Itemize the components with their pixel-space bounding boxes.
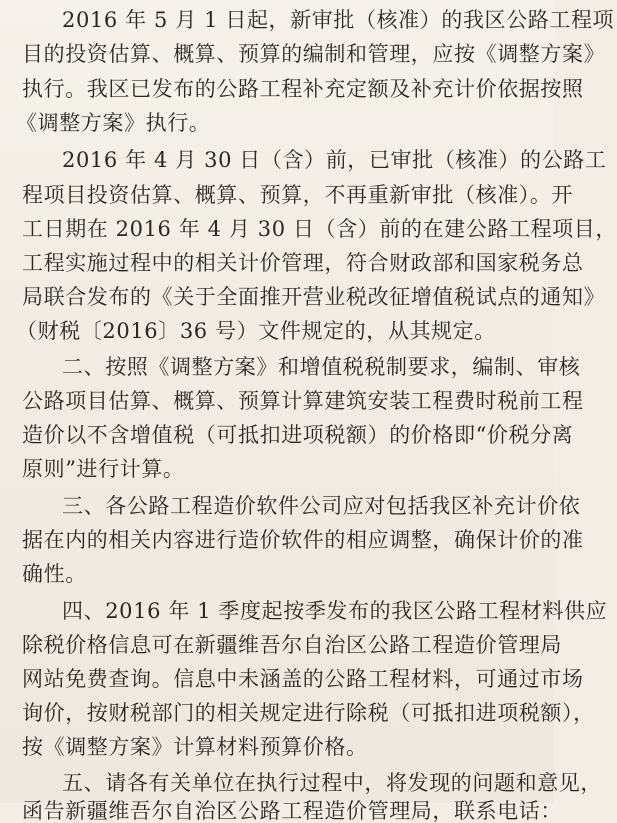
text-line: 确性。 — [22, 562, 87, 586]
text-line: 执行。我区已发布的公路工程补充定额及补充计价依据按照 — [22, 77, 584, 101]
text-line: 函告新疆维吾尔自治区公路工程造价管理局，联系电话： — [22, 799, 562, 823]
text-line: 目的投资估算、概算、预算的编制和管理，应按《调整方案》 — [22, 42, 606, 66]
text-line: 四、2016 年 1 季度起按季发布的我区公路工程材料供应 — [62, 599, 608, 623]
text-line: 公路项目估算、概算、预算计算建筑安装工程费时税前工程 — [22, 389, 584, 413]
text-line: 2016 年 5 月 1 日起，新审批（核准）的我区公路工程项 — [62, 8, 615, 32]
text-line: 网站免费查询。信息中未涵盖的公路工程材料，可通过市场 — [22, 667, 584, 691]
text-line: 原则”进行计算。 — [22, 457, 185, 481]
text-line: 工日期在 2016 年 4 月 30 日（含）前的在建公路工程项目， — [22, 217, 617, 241]
text-line: 程项目投资估算、概算、预算，不再重新审批（核准）。开 — [22, 183, 574, 207]
text-line: （财税〔2016〕36 号）文件规定的，从其规定。 — [16, 319, 496, 343]
text-line: 五、请各有关单位在执行过程中，将发现的问题和意见， — [62, 771, 602, 795]
text-line: 三、各公路工程造价软件公司应对包括我区补充计价依 — [62, 494, 581, 518]
text-line: 按《调整方案》计算材料预算价格。 — [22, 735, 368, 759]
text-line: 2016 年 4 月 30 日（含）前，已审批（核准）的公路工 — [62, 148, 607, 172]
text-line: 《调整方案》执行。 — [16, 111, 211, 135]
text-line: 据在内的相关内容进行造价软件的相应调整，确保计价的准 — [22, 528, 584, 552]
text-line: 询价，按财税部门的相关规定进行除税（可抵扣进项税额）， — [22, 701, 595, 725]
text-line: 工程实施过程中的相关计价管理，符合财政部和国家税务总 — [22, 251, 584, 275]
text-line: 造价以不含增值税（可抵扣进项税额）的价格即“价税分离 — [22, 423, 574, 447]
text-line: 二、按照《调整方案》和增值税税制要求，编制、审核 — [62, 355, 581, 379]
text-line: 局联合发布的《关于全面推开营业税改征增值税试点的通知》 — [22, 285, 606, 309]
text-line: 除税价格信息可在新疆维吾尔自治区公路工程造价管理局 — [22, 633, 562, 657]
